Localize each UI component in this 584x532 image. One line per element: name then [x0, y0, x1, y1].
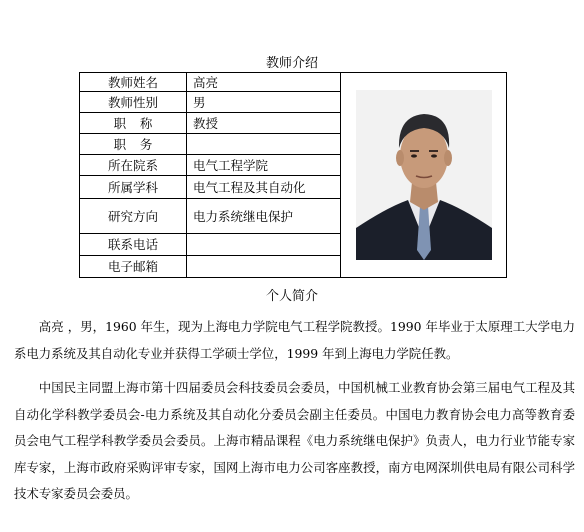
row-value: [187, 256, 341, 278]
row-value: 电力系统继电保护: [187, 199, 341, 234]
bio-paragraph: 高亮 ，男，1960 年生，现为上海电力学院电气工程学院教授。1990 年毕业于太原理工大学电力系电力系统及其自动化专业并获得工学硕士学位，1999 年到上海电力学院任教。: [14, 319, 575, 361]
row-value: [187, 234, 341, 256]
photo-cell: [341, 73, 507, 278]
row-label: 研究方向: [80, 199, 187, 234]
page-title: 教师介绍: [265, 56, 318, 71]
row-label: 所属学科: [80, 176, 187, 199]
row-value: 男: [187, 92, 341, 113]
bio-section: [14, 314, 575, 516]
row-label: 联系电话: [80, 234, 187, 256]
row-value: 电气工程学院: [187, 155, 341, 176]
section-title: 个人简介: [265, 289, 318, 304]
bio-paragraph: 中国民主同盟上海市第十四届委员会科技委员会委员，中国机械工业教育协会第三届电气工程及其自动化学科教学委员会-电力系统及其自动化分委员会副主任委员。中国电力教育协会电力高等教育委员会电气工程学科教学委员会委员。上海市精品课程《电力系统继电保护》负责人，电力行业节能专家库专家，上海市政府采购评审专家，国网上海市电力公司客座教授，南方电网深圳供电局有限公司科学技术专家委员会委员。: [14, 380, 575, 501]
profile-row-name: [80, 73, 507, 92]
row-label: 所在院系: [80, 155, 187, 176]
row-label: 职务: [80, 134, 187, 155]
teacher-photo: [356, 90, 492, 260]
profile-table: [79, 72, 507, 278]
row-label: 电子邮箱: [80, 256, 187, 278]
row-value: [187, 134, 341, 155]
row-label: 教师性别: [80, 92, 187, 113]
row-label: 教师姓名: [80, 73, 187, 92]
row-value: 电气工程及其自动化: [187, 176, 341, 199]
row-value: 高亮: [187, 73, 341, 92]
row-label: 职称: [80, 113, 187, 134]
row-value: 教授: [187, 113, 341, 134]
